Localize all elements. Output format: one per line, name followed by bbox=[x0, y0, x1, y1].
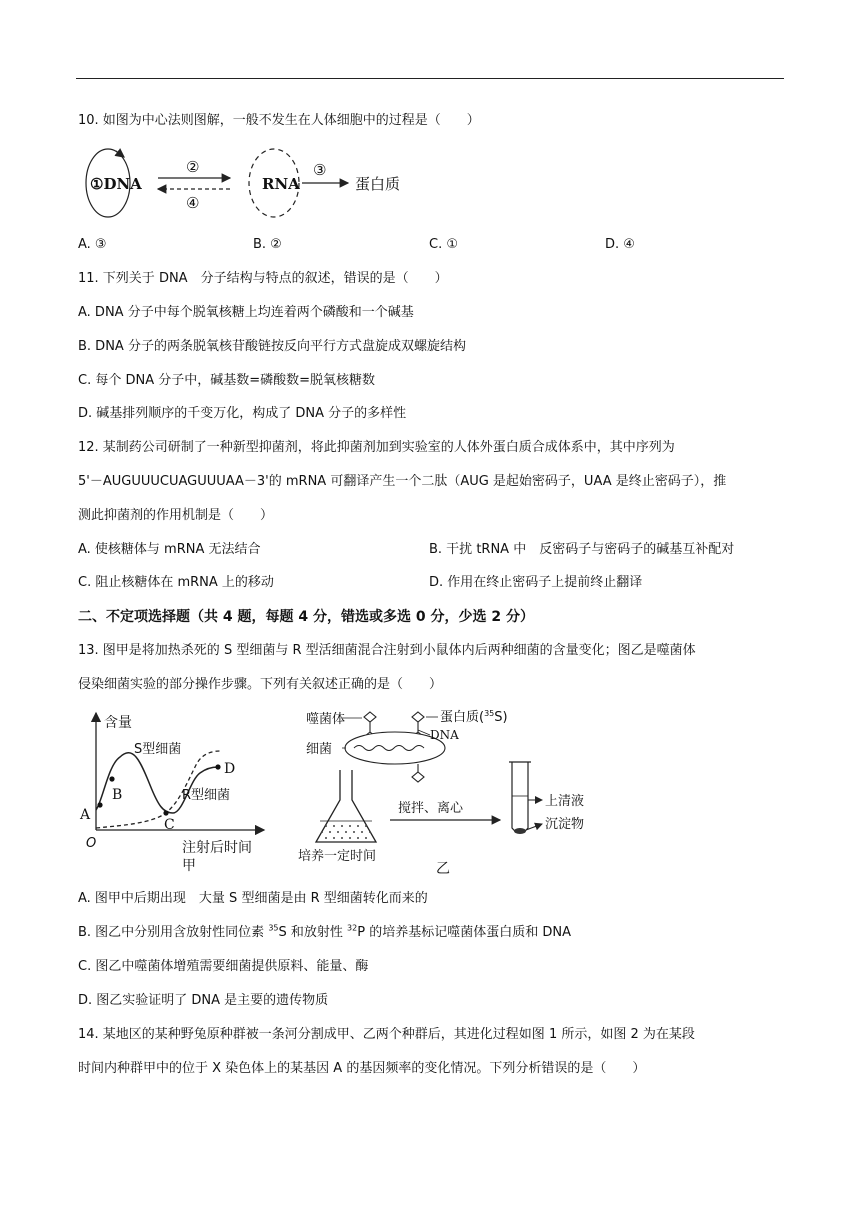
yi-caption: 乙 bbox=[436, 861, 450, 877]
q12-stem-line-2: 5'－AUGUUUCUAGUUUAA－3'的 mRNA 可翻译产生一个二肽（AUG 是起始密码子，UAA 是终止密码子），推 bbox=[78, 474, 727, 489]
q13-option-c: C. 图乙中噬菌体增殖需要细菌提供原料、能量、酶 bbox=[78, 959, 369, 974]
header-rule bbox=[76, 78, 784, 79]
jia-ylabel: 含量 bbox=[104, 715, 132, 731]
q14-stem-line-2: 时间内种群甲中的位于 X 染色体上的某基因 A 的基因频率的变化情况。下列分析错误的是（ ） bbox=[78, 1061, 646, 1076]
protein-label: 蛋白质 bbox=[355, 175, 401, 193]
jia-point-c: C bbox=[164, 817, 175, 833]
jia-r-label: R型细菌 bbox=[182, 788, 231, 803]
yi-bacteria-label: 细菌 bbox=[306, 742, 333, 757]
q12-option-a: A. 使核糖体与 mRNA 无法结合 bbox=[78, 542, 261, 557]
q11-option-a: A. DNA 分子中每个脱氧核糖上均连着两个磷酸和一个碱基 bbox=[78, 305, 414, 320]
q10-stem: 10. 如图为中心法则图解，一般不发生在人体细胞中的过程是（ ） bbox=[78, 113, 480, 128]
q13-stem-line-2: 侵染细菌实验的部分操作步骤。下列有关叙述正确的是（ ） bbox=[78, 677, 443, 692]
q13-stem-line-1: 13. 图甲是将加热杀死的 S 型细菌与 R 型活细菌混合注射到小鼠体内后两种细菌的含量变化；图乙是噬菌体 bbox=[78, 643, 696, 658]
process-4-label: ④ bbox=[186, 194, 200, 212]
process-2-label: ② bbox=[186, 158, 200, 176]
jia-point-a: A bbox=[80, 807, 91, 823]
q11-option-b: B. DNA 分子的两条脱氧核苷酸链按反向平行方式盘旋成双螺旋结构 bbox=[78, 339, 466, 354]
yi-precipitate-label: 沉淀物 bbox=[545, 817, 585, 832]
yi-protein-label: 蛋白质($^{35}$S) bbox=[440, 709, 508, 725]
central-dogma-diagram bbox=[80, 145, 420, 225]
figure-jia-bacteria-curve bbox=[78, 705, 278, 875]
q10-option-d: D. ④ bbox=[605, 237, 635, 252]
yi-stir-label: 搅拌、离心 bbox=[398, 801, 464, 816]
q11-stem: 11. 下列关于 DNA 分子结构与特点的叙述，错误的是（ ） bbox=[78, 271, 448, 286]
process-3-label: ③ bbox=[313, 161, 327, 179]
q10-option-c: C. ① bbox=[429, 237, 458, 252]
q12-option-b: B. 干扰 tRNA 中 反密码子与密码子的碱基互补配对 bbox=[429, 542, 735, 557]
q13-option-b: B. 图乙中分别用含放射性同位素 $^{35}$S 和放射性 $^{32}$P 的培养基标记噬菌体蛋白质和 DNA bbox=[78, 923, 571, 940]
jia-point-b: B bbox=[112, 787, 123, 803]
yi-dna-label: DNA bbox=[430, 728, 459, 742]
q12-stem-line-1: 12. 某制药公司研制了一种新型抑菌剂，将此抑菌剂加到实验室的人体外蛋白质合成体系中，其中序列为 bbox=[78, 440, 675, 455]
yi-supernatant-label: 上清液 bbox=[545, 794, 585, 809]
q11-option-c: C. 每个 DNA 分子中，碱基数=磷酸数=脱氧核糖数 bbox=[78, 373, 376, 388]
jia-origin: O bbox=[86, 836, 97, 851]
section-2-title: 二、不定项选择题（共 4 题，每题 4 分，错选或多选 0 分，少选 2 分） bbox=[78, 609, 534, 625]
jia-caption: 甲 bbox=[182, 858, 196, 874]
q13-option-d: D. 图乙实验证明了 DNA 是主要的遗传物质 bbox=[78, 993, 329, 1008]
rna-label: RNA bbox=[262, 175, 300, 193]
figure-yi-phage-experiment bbox=[290, 700, 620, 880]
q12-stem-line-3: 测此抑菌剂的作用机制是（ ） bbox=[78, 508, 274, 523]
yi-phage-label: 噬菌体 bbox=[306, 712, 346, 727]
jia-xlabel: 注射后时间 bbox=[182, 840, 252, 856]
yi-culture-label: 培养一定时间 bbox=[298, 849, 377, 864]
q12-option-d: D. 作用在终止密码子上提前终止翻译 bbox=[429, 575, 643, 590]
q12-option-c: C. 阻止核糖体在 mRNA 上的移动 bbox=[78, 575, 274, 590]
q10-option-a: A. ③ bbox=[78, 237, 107, 252]
q14-stem-line-1: 14. 某地区的某种野兔原种群被一条河分割成甲、乙两个种群后，其进化过程如图 1 所示，如图 2 为在某段 bbox=[78, 1027, 695, 1042]
q11-option-d: D. 碱基排列顺序的千变万化，构成了 DNA 分子的多样性 bbox=[78, 406, 407, 421]
jia-point-d: D bbox=[224, 761, 236, 777]
jia-s-label: S型细菌 bbox=[134, 742, 182, 757]
q10-option-b: B. ② bbox=[253, 237, 282, 252]
q13-option-a: A. 图甲中后期出现 大量 S 型细菌是由 R 型细菌转化而来的 bbox=[78, 891, 428, 906]
dna-label: ①DNA bbox=[90, 175, 142, 193]
